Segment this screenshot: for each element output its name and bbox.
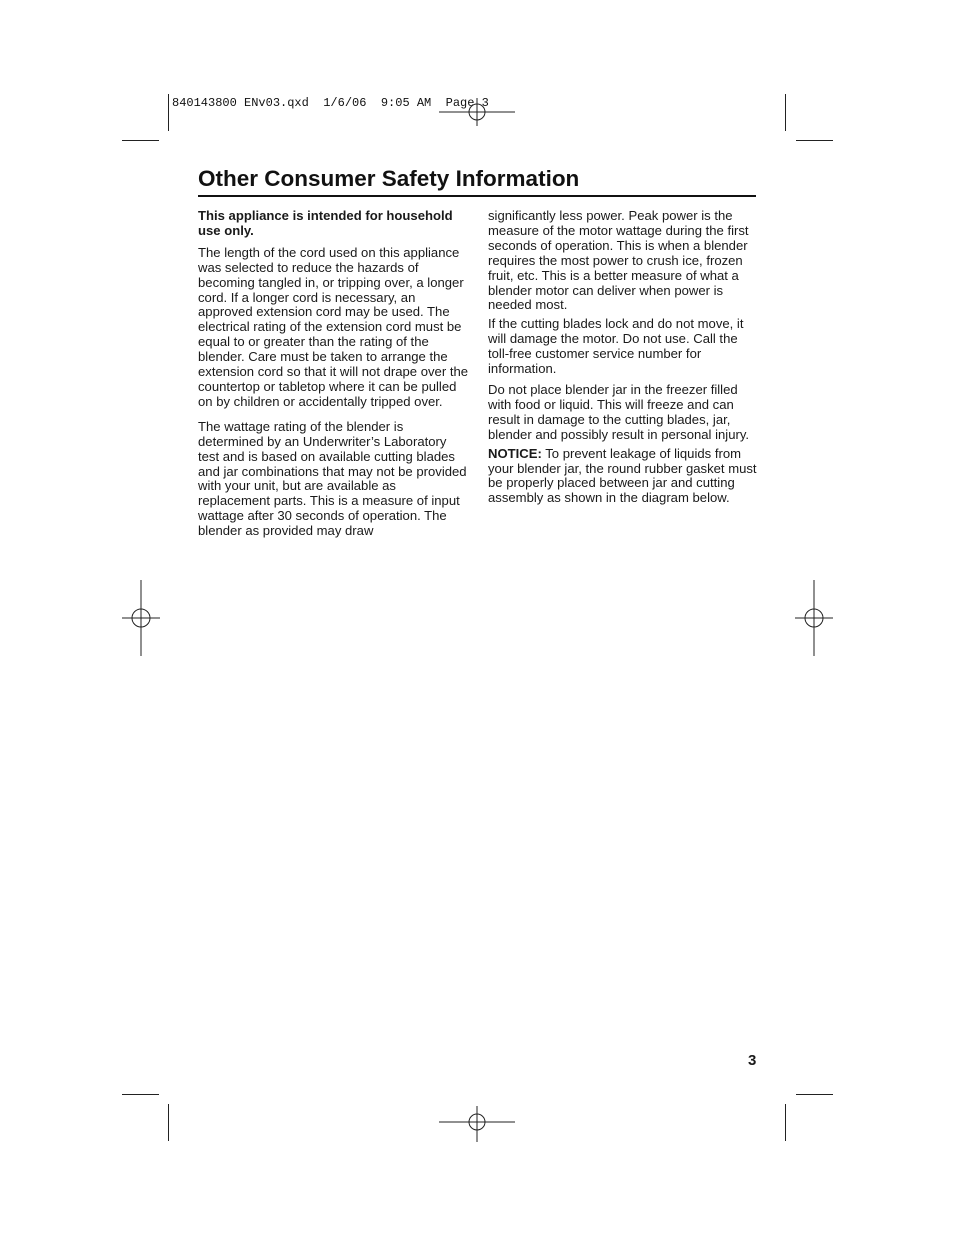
- crop-mark: [785, 94, 786, 131]
- registration-mark-icon: [439, 98, 515, 126]
- extension-cord-paragraph: The length of the cord used on this appliance was selected to reduce the hazards of becoming tangled in, or tripping over, a longer cord. If a longer cord is necessary, an approved extension cord may be used. The electrical rating of the extension cord must be equal to or greater than the rating of the blender. Care must be taken to arrange the extension cord so that it will not drape over the countertop or tabletop where it can be pulled on by children or accidentally tripped over.: [198, 244, 469, 409]
- peak-power-paragraph: significantly less power. Peak power is the measure of the motor wattage during the first seconds of operation. This is when a blender requires the most power to crush ice, frozen fruit, etc. This is a better measure of what a blender motor can deliver when power is needed most.: [488, 208, 749, 313]
- crop-mark: [168, 1104, 169, 1141]
- print-slug-line: 840143800 ENv03.qxd 1/6/06 9:05 AM Page 3: [172, 96, 489, 110]
- household-use-notice: This appliance is intended for household use only.: [198, 208, 453, 238]
- crop-mark: [122, 1094, 159, 1095]
- blades-lock-paragraph: If the cutting blades lock and do not move, it will damage the motor. Do not use. Call the toll-free customer service number for information.: [488, 316, 744, 377]
- notice-text: To prevent leakage of liquids from your blender jar, the round rubber gasket must be properly placed between jar and cutting assembly as shown in the diagram below.: [488, 445, 757, 506]
- crop-mark: [796, 140, 833, 141]
- page-number: 3: [748, 1052, 757, 1069]
- notice-label: NOTICE:: [488, 445, 542, 461]
- freezer-warning-paragraph: Do not place blender jar in the freezer filled with food or liquid. This will freeze and can result in damage to the cutting blades, jar, blender and possibly result in personal injury.: [488, 381, 750, 442]
- crop-mark: [168, 94, 169, 131]
- crop-mark: [785, 1104, 786, 1141]
- registration-mark-icon: [795, 580, 833, 656]
- registration-mark-icon: [439, 1106, 515, 1142]
- notice-paragraph: [488, 447, 760, 507]
- page-title: Other Consumer Safety Information: [198, 165, 756, 197]
- wattage-rating-paragraph: The wattage rating of the blender is determined by an Underwriter’s Laboratory test and is based on available cutting blades and jar combinations that may not be provided with your unit, but are available as replacement parts. This is a measure of input wattage after 30 seconds of operation. The blender as provided may draw: [198, 418, 467, 539]
- registration-mark-icon: [122, 580, 160, 656]
- left-column: [198, 209, 470, 539]
- right-column: [488, 209, 760, 506]
- crop-mark: [122, 140, 159, 141]
- crop-mark: [796, 1094, 833, 1095]
